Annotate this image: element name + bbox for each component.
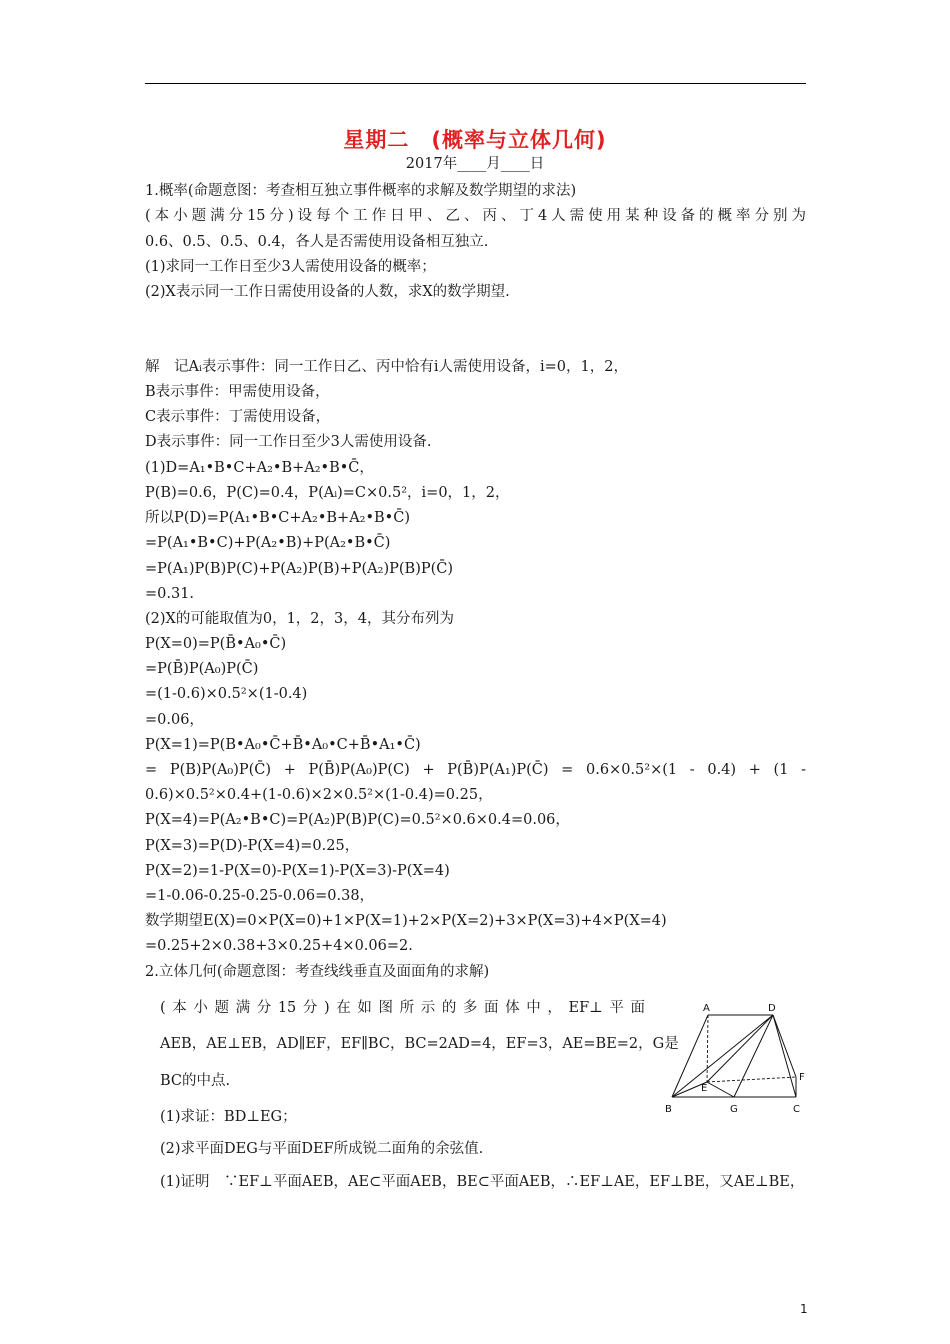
q2-stem-1: (本小题满分15分)在如图所示的多面体中，EF⊥平面 (160, 1000, 645, 1016)
solution-line: =1-0.06-0.25-0.25-0.06=0.38， (145, 888, 375, 904)
solution-line: =P(B̄)P(A₀)P(C̄) (145, 661, 259, 677)
solution-line: P(X=0)=P(B̄•A₀•C̄) (145, 636, 287, 652)
vertex-label-b: B (665, 1104, 672, 1115)
page-title: 星期二 (概率与立体几何) (343, 128, 607, 152)
q2-stem-3: BC的中点. (160, 1073, 231, 1089)
vertex-label-d: D (768, 1003, 776, 1014)
solution-line: 数学期望E(X)=0×P(X=0)+1×P(X=1)+2×P(X=2)+3×P(X=3)+4×P(X=4) (145, 913, 667, 929)
edge-db (672, 1015, 773, 1097)
q2-proof: (1)证明 ∵EF⊥平面AEB，AE⊂平面AEB，BE⊂平面AEB，∴EF⊥AE，EF⊥BE，又AE⊥BE， (160, 1174, 805, 1190)
vertex-label-f: F (799, 1072, 805, 1083)
solution-line: D表示事件：同一工作日至少3人需使用设备. (145, 434, 432, 450)
solution-line: 所以P(D)=P(A₁•B•C+A₂•B+A₂•B•C̄) (145, 510, 410, 526)
q2-part-2: (2)求平面DEG与平面DEF所成锐二面角的余弦值. (160, 1141, 484, 1157)
solution-line: =0.06， (145, 712, 204, 728)
polyhedron-figure (660, 1000, 810, 1120)
q1-part-1: (1)求同一工作日至少3人需使用设备的概率； (145, 259, 436, 275)
edge-dg (734, 1015, 773, 1097)
vertex-label-a: A (703, 1003, 710, 1014)
solution-line: P(X=2)=1-P(X=0)-P(X=1)-P(X=3)-P(X=4) (145, 863, 450, 879)
solution-line: = P(B)P(A₀)P(C̄) + P(B̄)P(A₀)P(C) + P(B̄)P(A₁)P(C̄) = 0.6×0.5²×(1 - 0.4) + (1 - (145, 762, 806, 778)
q1-part-2: (2)X表示同一工作日需使用设备的人数，求X的数学期望. (145, 284, 510, 300)
edge-de (707, 1015, 773, 1082)
edge-dc (773, 1015, 796, 1097)
edge-df (773, 1015, 796, 1077)
vertex-label-g: G (730, 1104, 738, 1115)
q2-stem-2: AEB，AE⊥EB，AD∥EF，EF∥BC，BC=2AD=4，EF=3，AE=BE=2，G是 (160, 1036, 679, 1052)
solution-line: P(X=3)=P(D)-P(X=4)=0.25， (145, 838, 360, 854)
solution-line: B表示事件：甲需使用设备， (145, 384, 330, 400)
solution-line: P(X=1)=P(B•A₀•C̄+B̄•A₀•C+B̄•A₁•C̄) (145, 737, 421, 753)
q1-stem-2: 0.6、0.5、0.5、0.4，各人是否需使用设备相互独立. (145, 234, 489, 250)
solution-line: (1)D=A₁•B•C+A₂•B+A₂•B•C̄， (145, 460, 374, 476)
solution-line: 0.6)×0.5²×0.4+(1-0.6)×2×0.5²×(1-0.4)=0.25， (145, 787, 493, 803)
q1-heading: 1.概率(命题意图：考查相互独立事件概率的求解及数学期望的求法) (145, 183, 577, 199)
q2-part-1: (1)求证：BD⊥EG； (160, 1109, 297, 1125)
date-line: 2017年____月____日 (405, 156, 545, 172)
header-rule (145, 83, 806, 84)
page-number: 1 (800, 1302, 808, 1316)
solution-line: =0.31. (145, 586, 195, 602)
q2-heading: 2.立体几何(命题意图：考查线线垂直及面面角的求解) (145, 964, 490, 980)
solution-line: P(B)=0.6，P(C)=0.4，P(Aᵢ)=C×0.5²，i=0，1，2， (145, 485, 510, 501)
solution-line: (2)X的可能取值为0，1，2，3，4，其分布列为 (145, 611, 454, 627)
solution-line: =(1-0.6)×0.5²×(1-0.4) (145, 686, 308, 702)
solution-line: P(X=4)=P(A₂•B•C)=P(A₂)P(B)P(C)=0.5²×0.6×0.4=0.06， (145, 812, 570, 828)
edge-ef-hidden (707, 1077, 796, 1082)
edge-eg (707, 1082, 734, 1097)
solution-line: =P(A₁)P(B)P(C)+P(A₂)P(B)+P(A₂)P(B)P(C̄) (145, 561, 454, 577)
solution-line: =0.25+2×0.38+3×0.25+4×0.06=2. (145, 938, 413, 954)
edge-ae-hidden (707, 1015, 708, 1082)
solution-line: 解 记Aᵢ表示事件：同一工作日乙、丙中恰有i人需使用设备，i=0，1，2， (145, 359, 628, 375)
solution-line: =P(A₁•B•C)+P(A₂•B)+P(A₂•B•C̄) (145, 535, 391, 551)
vertex-label-c: C (793, 1104, 800, 1115)
solution-line: C表示事件：丁需使用设备， (145, 409, 331, 425)
q1-stem-1: (本小题满分15分)设每个工作日甲、乙、丙、丁4人需使用某种设备的概率分别为 (145, 208, 806, 224)
vertex-label-e: E (701, 1083, 708, 1094)
